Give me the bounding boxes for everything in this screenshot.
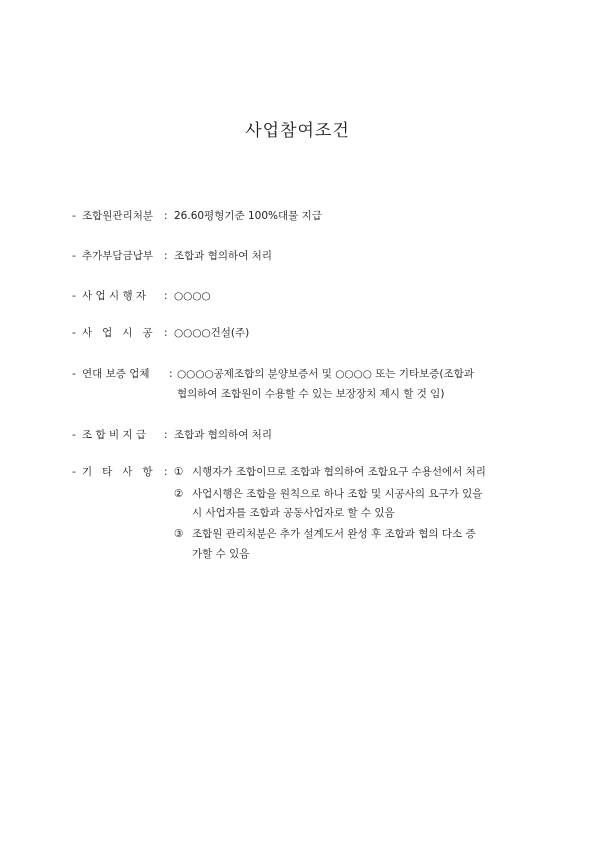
row-colon: : bbox=[169, 368, 173, 380]
row-label: 조합원관리처분 bbox=[82, 210, 154, 222]
other-item-3-text: 조합원 관리처분은 추가 설계도서 완성 후 조합과 협의 다소 증 bbox=[192, 528, 476, 540]
other-item-3-text-cont: 가할 수 있음 bbox=[192, 548, 250, 560]
row-colon: : bbox=[164, 210, 168, 222]
row-dash: - bbox=[72, 466, 76, 478]
row-label: 연대 보증 업체 bbox=[82, 368, 150, 380]
row-value-continuation: 협의하여 조합원이 수용할 수 있는 보장장치 제시 할 것 임) bbox=[177, 388, 445, 400]
other-item-1-text: 시행자가 조합이므로 조합과 협의하여 조합요구 수용선에서 처리 bbox=[192, 466, 486, 478]
row-value: 26.60평형기준 100%대물 지급 bbox=[174, 210, 322, 222]
row-label: 추가부담금납부 bbox=[82, 250, 154, 262]
other-item-2-marker: ② bbox=[174, 488, 184, 500]
row-value: 조합과 협의하여 처리 bbox=[174, 429, 272, 441]
other-item-3-marker: ③ bbox=[174, 528, 184, 540]
row-colon: : bbox=[164, 250, 168, 262]
row-dash: - bbox=[72, 210, 76, 222]
row-label: 사 업 시 공 bbox=[82, 327, 153, 339]
row-value: ○○○○건설(주) bbox=[174, 327, 250, 339]
page-title: 사업참여조건 bbox=[245, 121, 350, 141]
row-dash: - bbox=[72, 327, 76, 339]
row-colon: : bbox=[164, 466, 168, 478]
other-item-2-text: 사업시행은 조합을 원칙으로 하나 조합 및 시공사의 요구가 있을 bbox=[192, 488, 483, 500]
row-dash: - bbox=[72, 429, 76, 441]
row-colon: : bbox=[164, 290, 168, 302]
row-value: 조합과 협의하여 처리 bbox=[174, 250, 272, 262]
row-colon: : bbox=[164, 327, 168, 339]
other-item-1-marker: ① bbox=[174, 466, 184, 478]
row-label: 기 타 사 항 bbox=[82, 466, 153, 478]
row-dash: - bbox=[72, 250, 76, 262]
row-label: 사 업 시 행 자 bbox=[82, 290, 147, 302]
other-item-2-text-cont: 시 사업자를 조합과 공동사업자로 할 수 있음 bbox=[192, 507, 395, 519]
row-value: ○○○○ bbox=[174, 290, 211, 302]
row-colon: : bbox=[164, 429, 168, 441]
row-dash: - bbox=[72, 290, 76, 302]
row-value: ○○○○공제조합의 분양보증서 및 ○○○○ 또는 기타보증(조합과 bbox=[177, 368, 474, 380]
row-dash: - bbox=[72, 368, 76, 380]
row-label: 조 합 비 지 급 bbox=[82, 429, 147, 441]
